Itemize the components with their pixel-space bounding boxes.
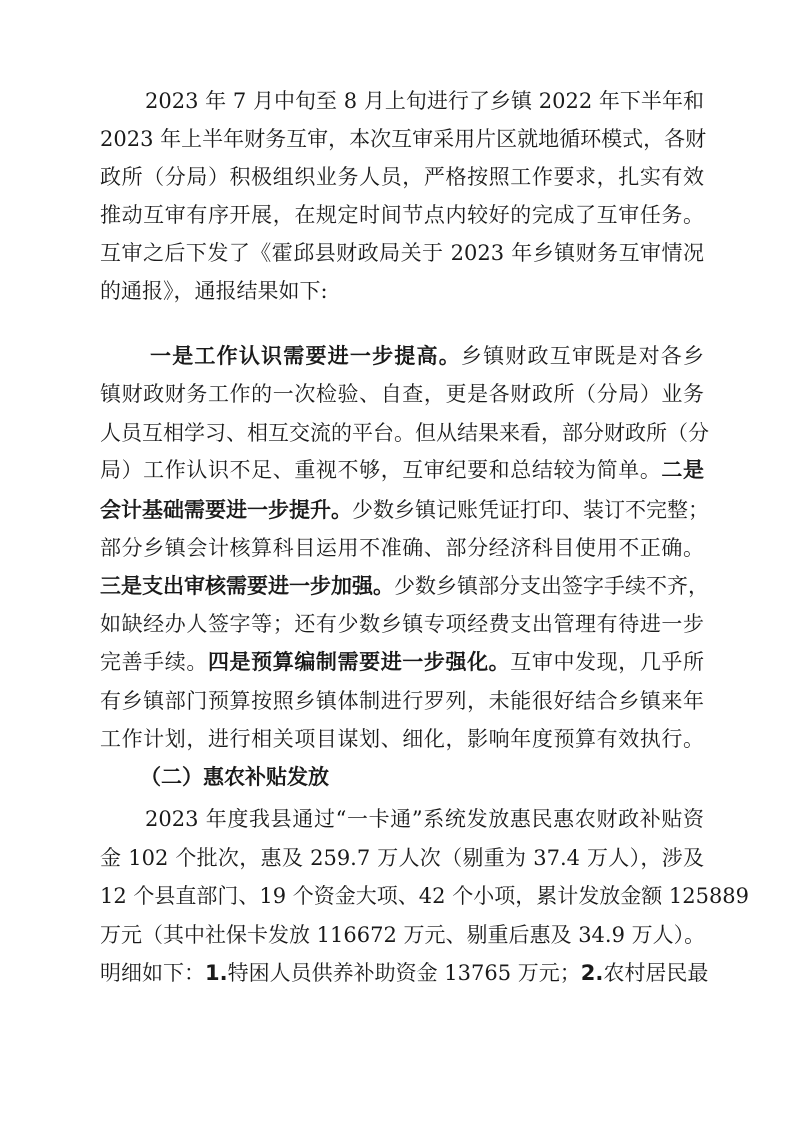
bold-text-segment: 三是支出审核需要进一步加强。 [100, 574, 394, 598]
text-segment: 特困人员供养补助资金 13765 万元； [227, 961, 581, 985]
text-segment: 明细如下： [100, 961, 205, 985]
text-segment: 万元（其中社保卡发放 116672 万元、剔重后惠及 34.9 万人）。 [100, 923, 706, 947]
bold-text-segment: 2. [580, 961, 604, 985]
bold-text-segment: 1. [205, 961, 228, 985]
text-line [145, 804, 704, 834]
text-line [150, 341, 704, 371]
text-line [100, 647, 704, 677]
text-line [100, 162, 704, 192]
text-segment: 2023 年 7 月中旬至 8 月上旬进行了乡镇 2022 年下半年和 [145, 89, 704, 113]
text-segment: 推动互审有序开展，在规定时间节点内较好的完成了互审任务。 [100, 203, 704, 227]
text-line [100, 276, 704, 306]
text-line [100, 379, 704, 409]
bold-text-segment: 四是预算编制需要进一步强化。 [207, 650, 511, 674]
text-segment: 农村居民最 [603, 961, 709, 985]
text-segment: 部分乡镇会计核算科目运用不准确、部分经济科目使用不正确。 [100, 536, 704, 560]
text-line [100, 418, 709, 448]
text-segment: 人员互相学习、相互交流的平台。但从结果来看，部分财政所（分 [100, 421, 709, 445]
text-segment: 少数乡镇记账凭证打印、装订不完整； [352, 498, 709, 522]
bold-text-segment: 二是 [661, 458, 704, 482]
text-segment: 完善手续。 [100, 650, 208, 674]
bold-text-segment: 会计基础需要进一步提升。 [100, 498, 352, 522]
bold-text-segment: 一是工作认识需要进一步提高。 [150, 344, 461, 368]
text-line [100, 571, 709, 601]
text-segment: 少数乡镇部分支出签字手续不齐， [394, 574, 709, 598]
text-segment: 的通报》，通报结果如下: [100, 279, 328, 303]
text-segment: 局）工作认识不足、重视不够，互审纪要和总结较为简单。 [100, 458, 662, 482]
text-segment: 工作计划，进行相关项目谋划、细化，影响年度预算有效执行。 [100, 727, 704, 751]
text-line [100, 920, 704, 950]
text-line [145, 86, 704, 116]
text-line [100, 843, 704, 873]
text-segment: 2023 年上半年财务互审，本次互审采用片区就地循环模式，各财 [100, 127, 707, 151]
text-line [100, 495, 709, 525]
text-segment: 镇财政财务工作的一次检验、自查，更是各财政所（分局）业务 [100, 382, 704, 406]
text-segment: 互审中发现，几乎所 [510, 650, 705, 674]
text-line [100, 881, 750, 911]
text-segment: 互审之后下发了《霍邱县财政局关于 2023 年乡镇财务互审情况 [100, 241, 704, 265]
text-segment: 政所（分局）积极组织业务人员，严格按照工作要求，扎实有效 [100, 165, 704, 189]
section-heading [140, 762, 704, 792]
text-line [100, 238, 704, 268]
text-segment: 2023 年度我县通过“一卡通”系统发放惠民惠农财政补贴资 [145, 807, 704, 831]
text-line [100, 200, 704, 230]
text-line [100, 958, 709, 988]
text-segment: 有乡镇部门预算按照乡镇体制进行罗列，未能很好结合乡镇来年 [100, 689, 704, 713]
text-line [100, 724, 704, 754]
text-segment: 金 102 个批次，惠及 259.7 万人次（剔重为 37.4 万人），涉及 [100, 846, 704, 870]
text-line [100, 124, 707, 154]
text-line [100, 533, 704, 563]
text-segment: 乡镇财政互审既是对各乡 [460, 344, 705, 368]
text-line [100, 686, 704, 716]
text-line [100, 455, 704, 485]
text-segment: 如缺经办人签字等；还有少数乡镇专项经费支出管理有待进一步 [100, 612, 704, 636]
bold-text-segment: （二）惠农补贴发放 [140, 765, 329, 789]
text-segment: 12 个县直部门、19 个资金大项、42 个小项，累计发放金额 125889 [100, 884, 750, 908]
text-line [100, 609, 704, 639]
